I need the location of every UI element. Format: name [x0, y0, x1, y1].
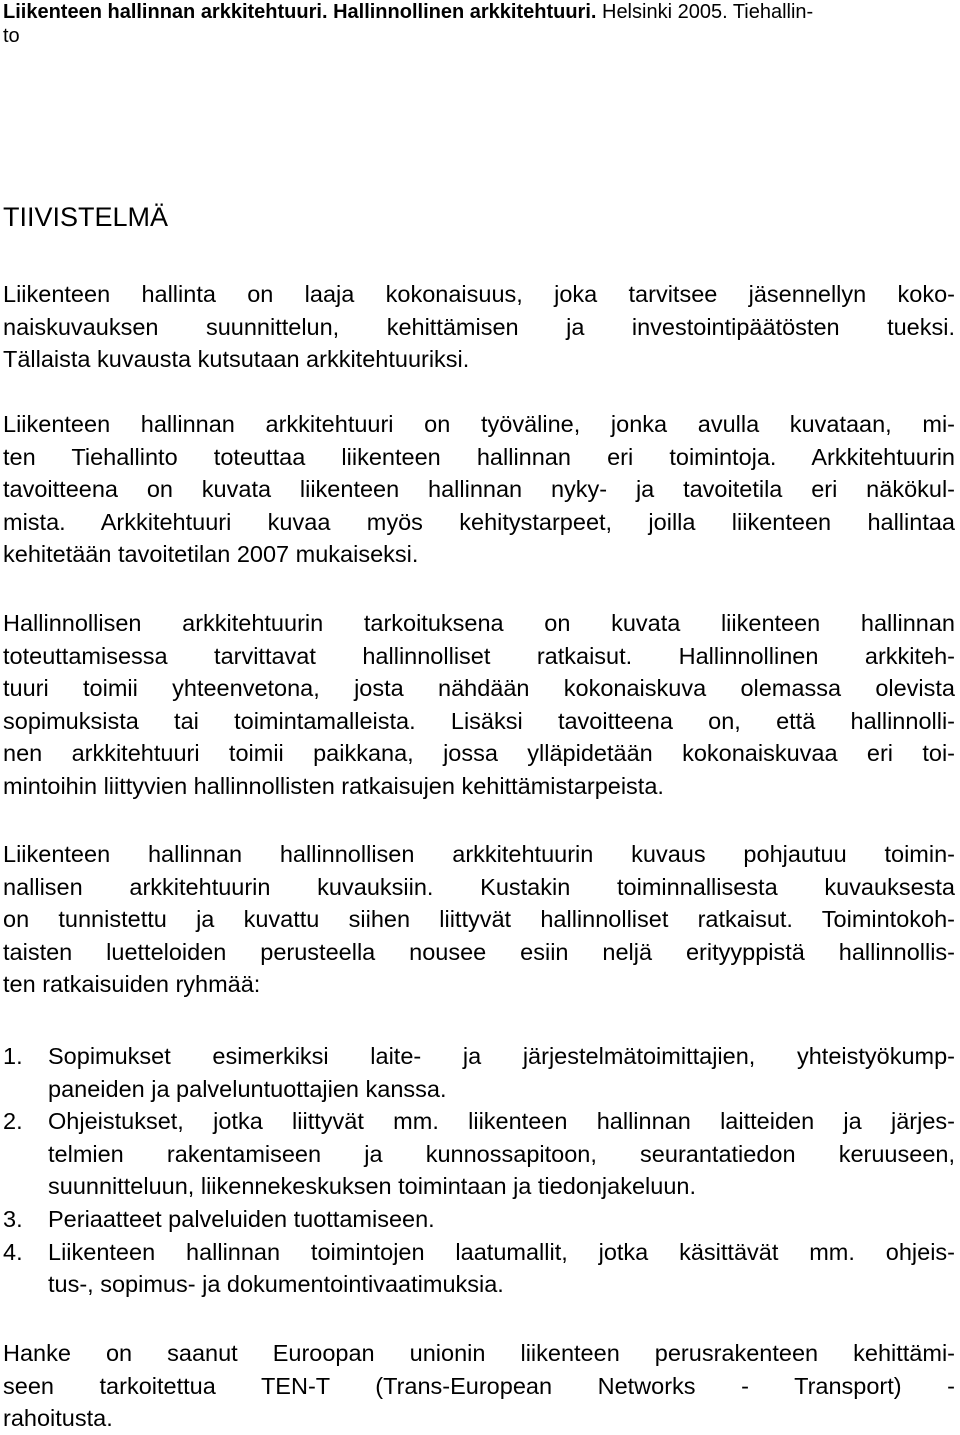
paragraph-line: kehitetään tavoitetilan 2007 mukaiseksi.	[3, 541, 419, 568]
list-item-line: suunnitteluun, liikennekeskuksen toimintaan ja tiedonjakeluun.	[48, 1173, 696, 1200]
paragraph-line: tuuri toimii yhteenvetona, josta nähdään kokonaiskuva olemassa olevista	[3, 675, 955, 702]
paragraph-line: naiskuvauksen suunnittelun, kehittämisen ja investointipäätösten tueksi.	[3, 313, 955, 340]
list-item-line: telmien rakentamiseen ja kunnossapitoon, seurantatiedon keruuseen,	[48, 1140, 955, 1167]
paragraph-funding	[3, 1337, 955, 1435]
list-item	[3, 1203, 955, 1236]
list-item-number: 3.	[3, 1205, 23, 1232]
list-item-line: Ohjeistukset, jotka liittyvät mm. liikenteen hallinnan laitteiden ja järjes-	[48, 1108, 955, 1135]
paragraph-1	[3, 278, 955, 376]
list-item-line: Periaatteet palveluiden tuottamiseen.	[48, 1205, 435, 1232]
numbered-list	[3, 1040, 955, 1301]
paragraph-2	[3, 408, 955, 571]
paragraph-line: nen arkkitehtuuri toimii paikkana, jossa ylläpidetään kokonaiskuvaa eri toi-	[3, 740, 955, 767]
paragraph-line: rahoitusta.	[3, 1405, 113, 1432]
list-item-number: 2.	[3, 1108, 23, 1135]
list-item	[3, 1040, 955, 1105]
list-item	[3, 1236, 955, 1301]
citation-details: Helsinki 2005. Tiehallin-	[596, 1, 814, 23]
list-item-line: tus-, sopimus- ja dokumentointivaatimuksia.	[48, 1271, 504, 1298]
paragraph-line: taisten luetteloiden perusteella nousee esiin neljä erityyppistä hallinnollis-	[3, 938, 955, 965]
list-item-line: paneiden ja palveluntuottajien kanssa.	[48, 1075, 447, 1102]
citation-header	[3, 0, 955, 48]
paragraph-line: nallisen arkkitehtuurin kuvauksiin. Kustakin toiminnallisesta kuvauksesta	[3, 873, 955, 900]
paragraph-line: Tällaista kuvausta kutsutaan arkkitehtuuriksi.	[3, 346, 470, 373]
list-item	[3, 1105, 955, 1203]
paragraph-line: mista. Arkkitehtuuri kuvaa myös kehitystarpeet, joilla liikenteen hallintaa	[3, 508, 955, 535]
paragraph-3	[3, 607, 955, 803]
document-page	[3, 0, 955, 1432]
paragraph-line: seen tarkoitettua TEN-T (Trans-European Networks - Transport) -	[3, 1372, 955, 1399]
citation-continuation: to	[3, 25, 20, 47]
list-item-number: 1.	[3, 1043, 23, 1069]
paragraph-line: Liikenteen hallinnan hallinnollisen arkkitehtuurin kuvaus pohjautuu toimin-	[3, 841, 955, 867]
paragraph-line: ten ratkaisuiden ryhmää:	[3, 971, 261, 998]
list-item-line: Sopimukset esimerkiksi laite- ja järjestelmätoimittajien, yhteistyökump-	[48, 1043, 955, 1069]
paragraph-line: Hanke on saanut Euroopan unionin liikenteen perusrakenteen kehittämi-	[3, 1340, 955, 1366]
paragraph-line: sopimuksista tai toimintamalleista. Lisäksi tavoitteena on, että hallinnolli-	[3, 707, 955, 734]
paragraph-line: ten Tiehallinto toteuttaa liikenteen hallinnan eri toimintoja. Arkkitehtuurin	[3, 443, 955, 470]
paragraph-line: Liikenteen hallinnan arkkitehtuuri on työväline, jonka avulla kuvataan, mi-	[3, 411, 955, 437]
paragraph-4	[3, 838, 955, 1001]
list-item-number: 4.	[3, 1238, 23, 1265]
paragraph-line: Liikenteen hallinta on laaja kokonaisuus, joka tarvitsee jäsennellyn koko-	[3, 281, 955, 307]
paragraph-line: mintoihin liittyvien hallinnollisten ratkaisujen kehittämistarpeista.	[3, 772, 664, 799]
abstract-title: TIIVISTELMÄ	[3, 202, 169, 232]
paragraph-line: on tunnistettu ja kuvattu siihen liittyvät hallinnolliset ratkaisut. Toimintokoh-	[3, 906, 955, 933]
list-item-line: Liikenteen hallinnan toimintojen laatumallit, jotka käsittävät mm. ohjeis-	[48, 1238, 955, 1265]
citation-title: Liikenteen hallinnan arkkitehtuuri. Hallinnollinen arkkitehtuuri.	[3, 1, 597, 23]
paragraph-line: Hallinnollisen arkkitehtuurin tarkoituksena on kuvata liikenteen hallinnan	[3, 610, 955, 636]
paragraph-line: toteuttamisessa tarvittavat hallinnolliset ratkaisut. Hallinnollinen arkkiteh-	[3, 642, 955, 669]
paragraph-line: tavoitteena on kuvata liikenteen hallinnan nyky- ja tavoitetila eri näkökul-	[3, 476, 955, 503]
